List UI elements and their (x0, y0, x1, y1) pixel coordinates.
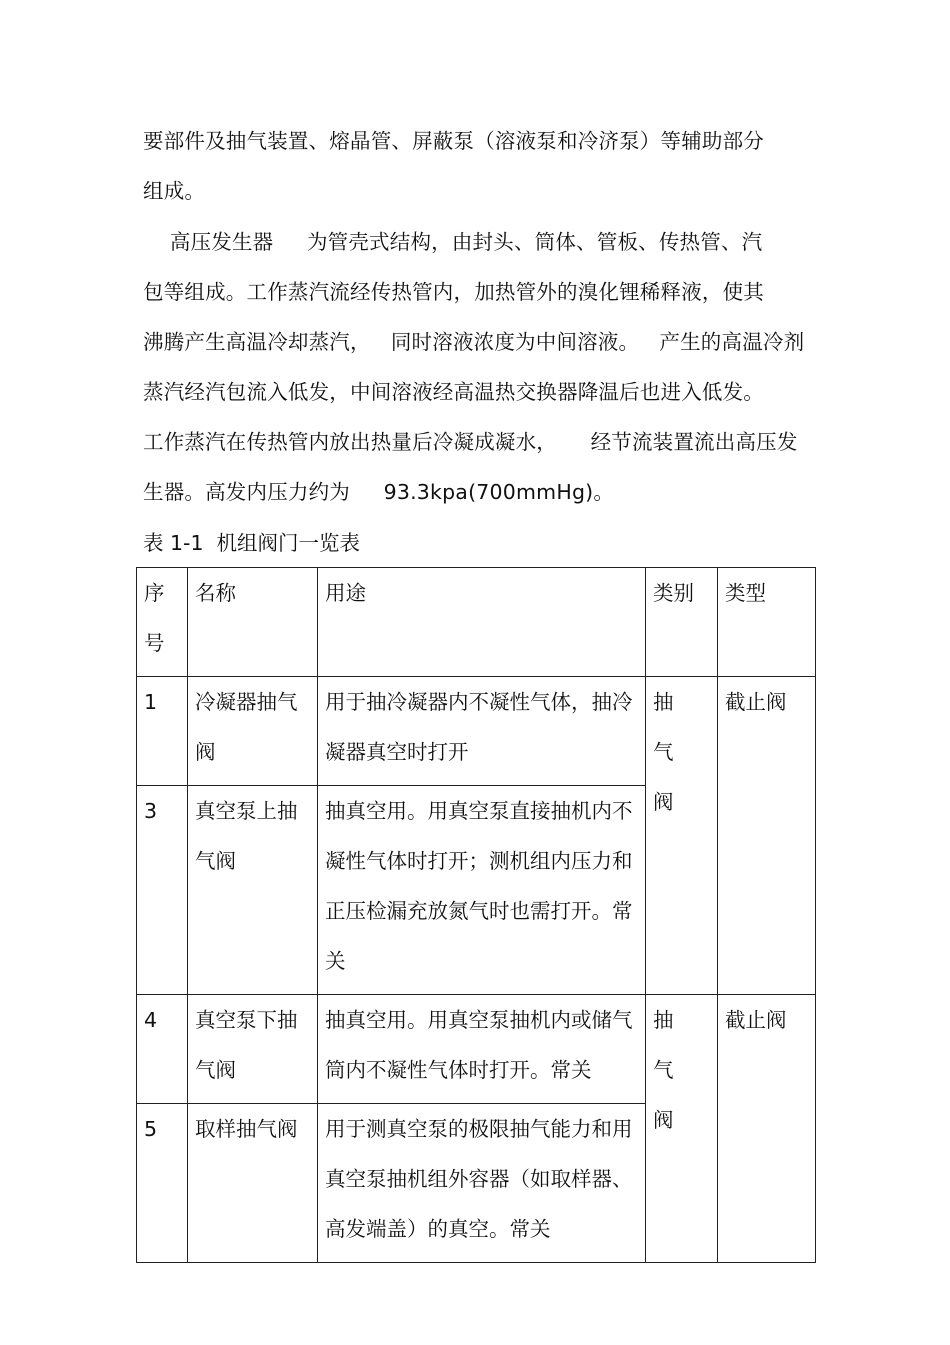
cell-name: 真空泵下抽气阀 (188, 995, 318, 1104)
cell-name: 取样抽气阀 (188, 1104, 318, 1263)
table-header-row (137, 568, 816, 677)
cell-use: 抽真空用。用真空泵抽机内或储气筒内不凝性气体时打开。常关 (318, 995, 646, 1104)
cell-seq: 3 (137, 786, 188, 995)
table-row (137, 995, 816, 1104)
header-use: 用途 (318, 568, 646, 677)
cell-use: 用于抽冷凝器内不凝性气体，抽冷凝器真空时打开 (318, 677, 646, 786)
header-type: 类型 (718, 568, 816, 677)
paragraph-line: 蒸汽经汽包流入低发，中间溶液经高温热交换器降温后也进入低发。 (143, 380, 764, 404)
paragraph-line: 沸腾产生高温冷却蒸汽， 同时溶液浓度为中间溶液。 产生的高温冷剂 (143, 330, 805, 354)
cell-name: 冷凝器抽气阀 (188, 677, 318, 786)
cell-seq: 1 (137, 677, 188, 786)
paragraph-line: 高压发生器 为管壳式结构，由封头、筒体、管板、传热管、汽 (143, 230, 763, 254)
cell-seq: 5 (137, 1104, 188, 1263)
paragraph-line: 生器。高发内压力约为 93.3kpa(700mmHg)。 (143, 480, 615, 504)
header-seq: 序号 (137, 568, 188, 677)
cell-category: 抽气阀 (646, 995, 718, 1263)
cell-use: 抽真空用。用真空泵直接抽机内不凝性气体时打开；测机组内压力和正压检漏充放氮气时也需打开。常关 (318, 786, 646, 995)
cell-name: 真空泵上抽气阀 (188, 786, 318, 995)
table-caption: 表 1-1 机组阀门一览表 (143, 531, 361, 555)
header-category: 类别 (646, 568, 718, 677)
cell-use: 用于测真空泵的极限抽气能力和用真空泵抽机组外容器（如取样器、高发端盖）的真空。常关 (318, 1104, 646, 1263)
cell-type: 截止阀 (718, 995, 816, 1263)
cell-type: 截止阀 (718, 677, 816, 995)
paragraph-line: 组成。 (143, 179, 206, 203)
cell-category: 抽气阀 (646, 677, 718, 995)
table-row (137, 677, 816, 786)
header-name: 名称 (188, 568, 318, 677)
paragraph-line: 包等组成。工作蒸汽流经传热管内，加热管外的溴化锂稀释液，使其 (143, 280, 764, 304)
cell-seq: 4 (137, 995, 188, 1104)
paragraph-line: 要部件及抽气装置、熔晶管、屏蔽泵（溶液泵和冷济泵）等辅助部分 (143, 129, 764, 153)
paragraph-line: 工作蒸汽在传热管内放出热量后冷凝成凝水， 经节流装置流出高压发 (143, 430, 798, 454)
valve-table (136, 567, 816, 1263)
